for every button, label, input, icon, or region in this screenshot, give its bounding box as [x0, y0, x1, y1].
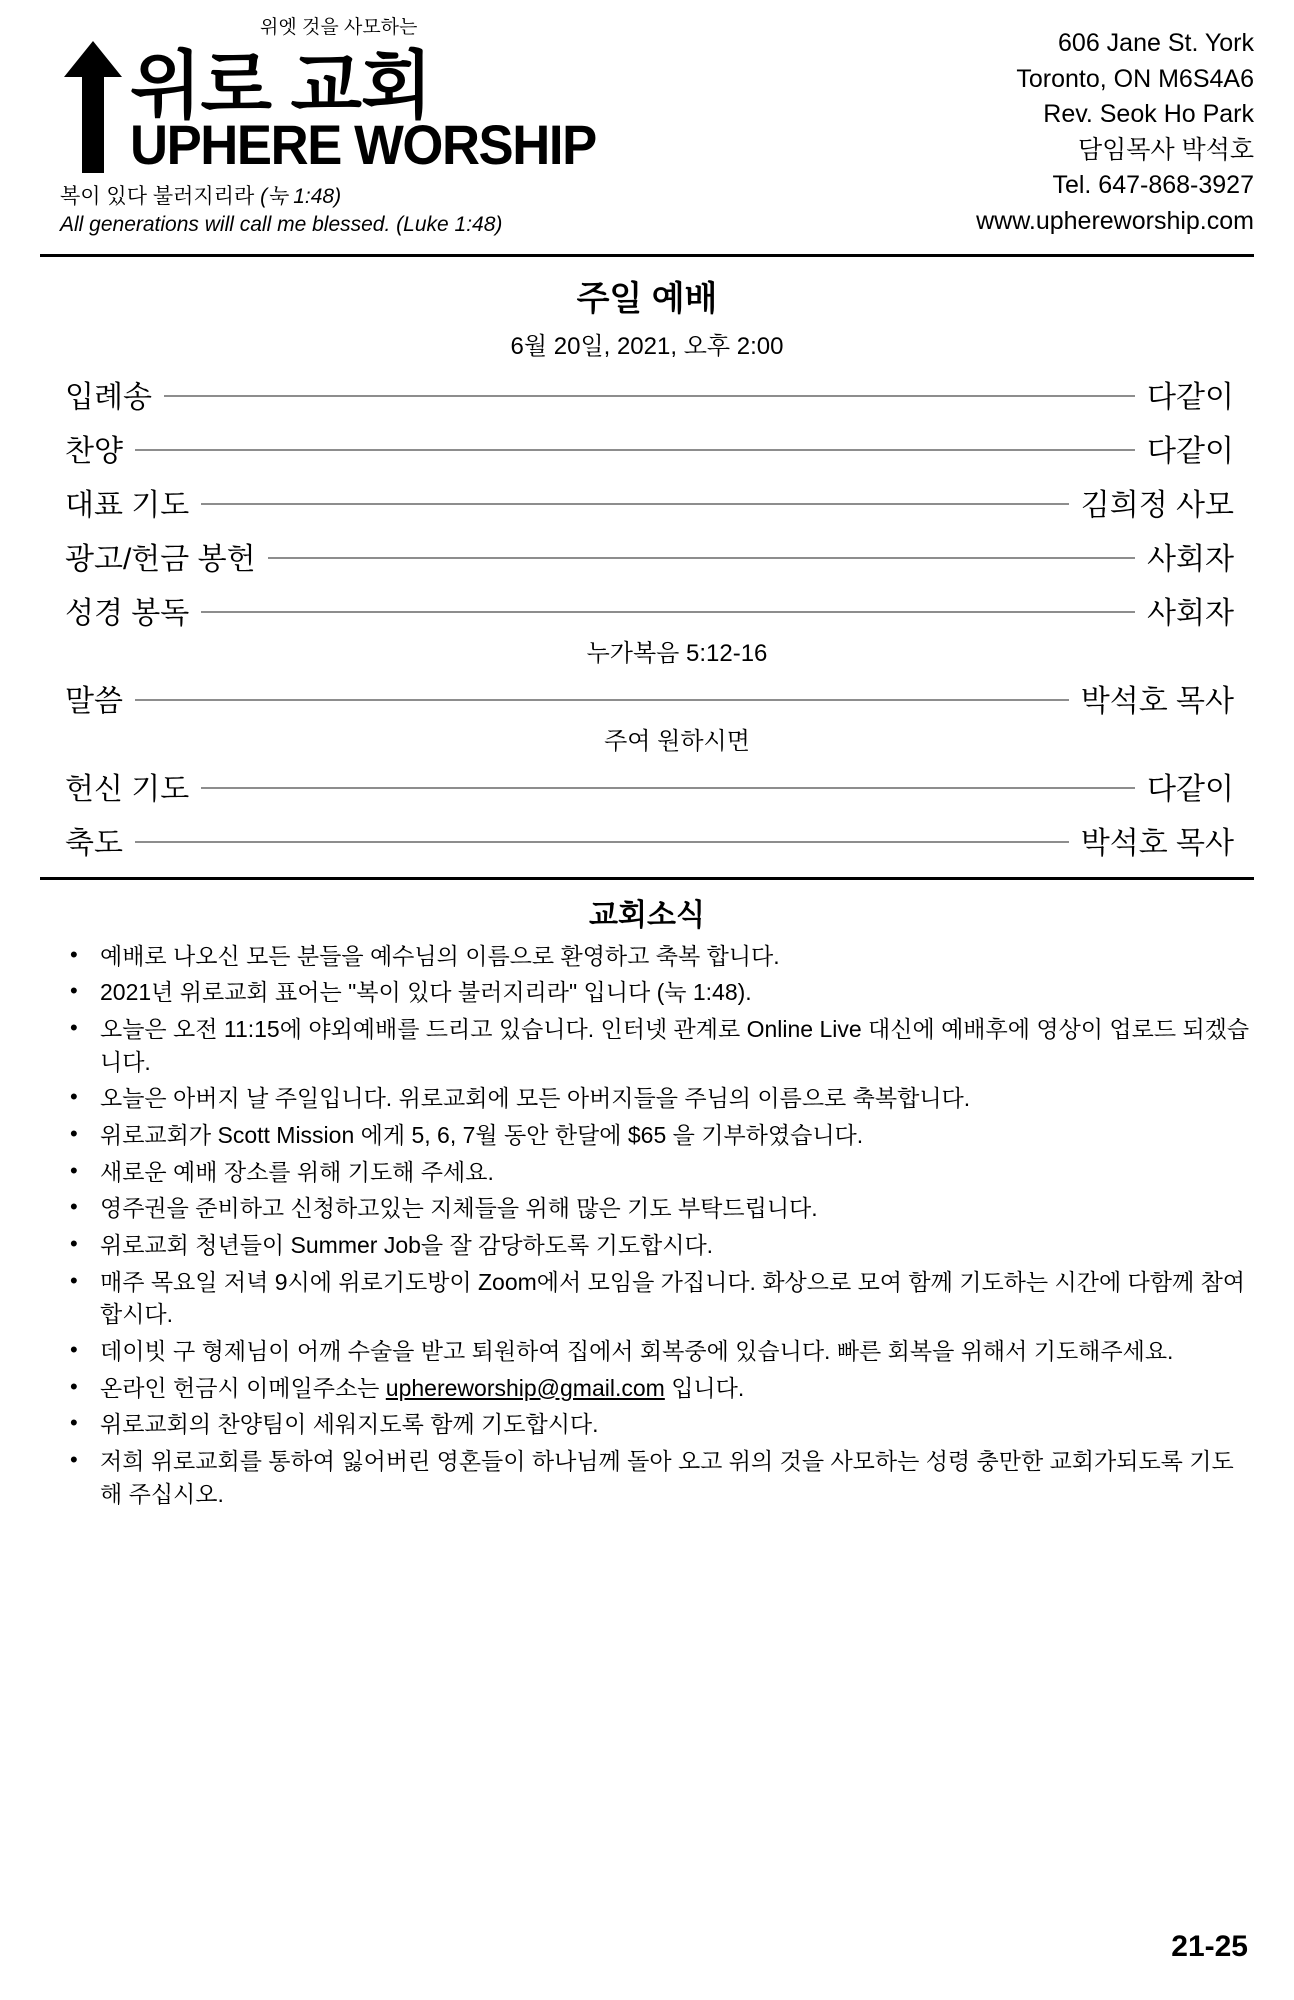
list-item: • 매주 목요일 저녁 9시에 위로기도방이 Zoom에서 모임을 가집니다. 화상으로 모여 함께 기도하는 시간에 다함께 참여합시다.	[54, 1266, 1250, 1331]
list-item: • 저희 위로교회를 통하여 잃어버린 영혼들이 하나님께 돌아 오고 위의 것을 사모하는 성령 충만한 교회가되도록 기도해 주십시오.	[54, 1445, 1250, 1510]
service-item-label: 축도	[65, 826, 123, 860]
news-title: 교회소식	[589, 898, 705, 932]
offering-email-link[interactable]: uphereworship@gmail.com	[385, 1374, 665, 1401]
leader-dash	[201, 611, 1135, 613]
leader-dash	[201, 503, 1068, 505]
contact-line-website: www.uphereworship.com	[976, 206, 1254, 235]
page-header	[0, 0, 1294, 240]
service-item	[40, 529, 1254, 583]
logo-tagline: 위엣 것을 사모하는	[260, 17, 418, 38]
list-item: • 영주권을 준비하고 신청하고있는 지체들을 위해 많은 기도 부탁드립니다.	[54, 1192, 1250, 1225]
service-item	[40, 759, 1254, 813]
service-item-subtitle: 누가복음 5:12-16	[586, 639, 768, 667]
leader-dash	[268, 557, 1135, 559]
logo-korean-text: 위로 교회	[130, 43, 432, 127]
list-item: • 예배로 나오신 모든 분들을 예수님의 이름으로 환영하고 축복 합니다.	[54, 940, 1250, 973]
offering-suffix: 입니다.	[664, 1374, 745, 1401]
church-logo	[60, 8, 626, 240]
service-item	[40, 583, 1254, 637]
service-item-person: 사회자	[1147, 596, 1234, 630]
contact-line-pastor-ko: 담임목사 박석호	[1078, 135, 1254, 164]
leader-dash	[135, 841, 1069, 843]
header-divider	[40, 254, 1254, 257]
service-item-person: 사회자	[1147, 542, 1234, 576]
service-item-label: 대표 기도	[65, 488, 190, 522]
service-item-label: 찬양	[65, 434, 123, 468]
list-item: • 오늘은 아버지 날 주일입니다. 위로교회에 모든 아버지들을 주님의 이름으로 축복합니다.	[54, 1082, 1250, 1115]
service-item-person: 박석호 목사	[1080, 826, 1234, 860]
bulletin-number: 21-25	[1171, 1930, 1248, 1963]
church-news-section	[0, 890, 1294, 1511]
service-item	[40, 367, 1254, 421]
list-item: • 위로교회 청년들이 Summer Job을 잘 감당하도록 기도합시다.	[54, 1229, 1250, 1262]
list-item: • 위로교회가 Scott Mission 에게 5, 6, 7월 동안 한달에 $65 을 기부하였습니다.	[54, 1119, 1250, 1152]
service-item-person: 다같이	[1147, 434, 1234, 468]
up-arrow-icon	[60, 41, 126, 173]
service-item	[40, 475, 1254, 529]
service-date: 6월 20일, 2021, 오후 2:00	[510, 332, 784, 360]
service-title: 주일 예배	[576, 279, 718, 318]
service-item	[40, 813, 1254, 867]
service-item-label: 헌신 기도	[65, 772, 190, 806]
list-item: • 위로교회의 찬양팀이 세워지도록 함께 기도합시다.	[54, 1408, 1250, 1441]
leader-dash	[201, 787, 1135, 789]
leader-dash	[135, 699, 1069, 701]
list-item: • 데이빗 구 형제님이 어깨 수술을 받고 퇴원하여 집에서 회복중에 있습니다. 빠른 회복을 위해서 기도해주세요.	[54, 1335, 1250, 1368]
list-item-online-offering	[54, 1372, 1250, 1405]
news-list	[44, 940, 1250, 1511]
logo-row	[60, 41, 626, 176]
service-item-label: 말씀	[65, 684, 123, 718]
list-item: • 오늘은 오전 11:15에 야외예배를 드리고 있습니다. 인터넷 관계로 Online Live 대신에 예배후에 영상이 업로드 되겠습니다.	[54, 1013, 1250, 1078]
logo-english-text: UPHERE WORSHIP	[130, 113, 596, 176]
contact-line-address2: Toronto, ON M6S4A6	[1016, 64, 1254, 93]
leader-dash	[135, 449, 1135, 451]
service-items-list	[40, 367, 1254, 867]
service-item-person: 다같이	[1147, 772, 1234, 806]
service-item-person: 박석호 목사	[1080, 684, 1234, 718]
service-item-subtitle: 주여 원하시면	[604, 727, 750, 755]
list-item: • 새로운 예배 장소를 위해 기도해 주세요.	[54, 1156, 1250, 1189]
contact-line-tel: Tel. 647-868-3927	[1052, 171, 1254, 199]
church-contact-info	[976, 8, 1254, 239]
service-item	[40, 421, 1254, 475]
verse-english: All generations will call me blessed. (Luke 1:48)	[60, 213, 503, 237]
list-item: • 2021년 위로교회 표어는 "복이 있다 불러지리라" 입니다 (눅 1:48).	[54, 976, 1250, 1009]
contact-line-pastor-en: Rev. Seok Ho Park	[1043, 100, 1254, 128]
service-item-label: 성경 봉독	[65, 596, 190, 630]
offering-prefix: 온라인 헌금시 이메일주소는	[100, 1374, 386, 1401]
service-item	[40, 671, 1254, 725]
order-of-service	[0, 271, 1294, 867]
service-item-person: 김희정 사모	[1080, 488, 1234, 522]
verse-block	[60, 183, 626, 240]
service-item-label: 광고/헌금 봉헌	[65, 542, 256, 576]
service-divider	[40, 877, 1254, 880]
verse-korean: 복이 있다 불러지리라 (눅 1:48)	[60, 185, 342, 208]
leader-dash	[164, 395, 1135, 397]
service-item-person: 다같이	[1147, 380, 1234, 414]
contact-line-address1: 606 Jane St. York	[1058, 29, 1254, 57]
service-item-label: 입례송	[65, 380, 152, 414]
